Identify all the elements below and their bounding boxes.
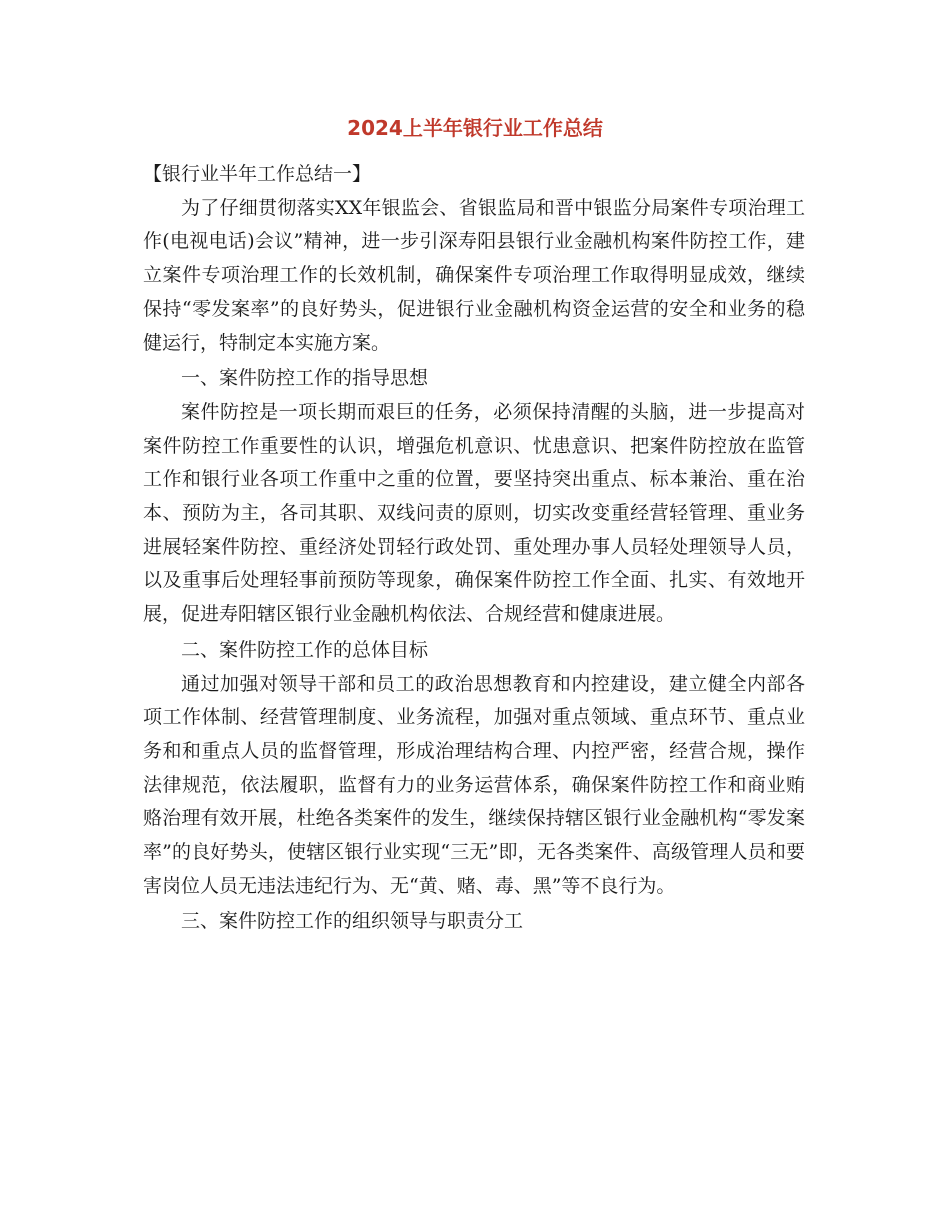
paragraph-guiding-ideology: 案件防控是一项长期而艰巨的任务，必须保持清醒的头脑，进一步提高对案件防控工作重要性的认识，增强危机意识、忧患意识、把案件防控放在监管工作和银行业各项工作重中之重的位置，要坚持突出重点、标本兼治、重在治本、预防为主，各司其职、双线问责的原则，切实改变重经营轻管理、重业务进展轻案件防控、重经济处罚轻行政处罚、重处理办事人员轻处理领导人员，以及重事后处理轻事前预防等现象，确保案件防控工作全面、扎实、有效地开展，促进寿阳辖区银行业金融机构依法、合规经营和健康进展。 — [143, 400, 805, 626]
section-label: 【银行业半年工作总结一】 — [143, 163, 372, 185]
intro-paragraph: 为了仔细贯彻落实XX年银监会、省银监局和晋中银监分局案件专项治理工作(电视电话)会议”精神，进一步引深寿阳县银行业金融机构案件防控工作，建立案件专项治理工作的长效机制，确保案件专项治理工作取得明显成效，继续保持“零发案率”的良好势头，促进银行业金融机构资金运营的安全和业务的稳健运行，特制定本实施方案。 — [143, 196, 805, 354]
document-body — [143, 158, 805, 939]
document-title: 2024上半年银行业工作总结 — [347, 116, 603, 140]
paragraph-overall-goal: 通过加强对领导干部和员工的政治思想教育和内控建设，建立健全内部各项工作体制、经营管理制度、业务流程，加强对重点领域、重点环节、重点业务和和重点人员的监督管理，形成治理结构合理、内控严密，经营合规，操作法律规范，依法履职，监督有力的业务运营体系，确保案件防控工作和商业贿赂治理有效开展，杜绝各类案件的发生，继续保持辖区银行业金融机构“零发案率”的良好势头，使辖区银行业实现“三无”即，无各类案件、高级管理人员和要害岗位人员无违法违纪行为、无“黄、赌、毒、黑”等不良行为。 — [143, 672, 805, 897]
heading-overall-goal: 二、案件防控工作的总体目标 — [181, 638, 429, 661]
heading-organization: 三、案件防控工作的组织领导与职责分工 — [181, 910, 524, 933]
heading-guiding-ideology: 一、案件防控工作的指导思想 — [181, 367, 429, 390]
